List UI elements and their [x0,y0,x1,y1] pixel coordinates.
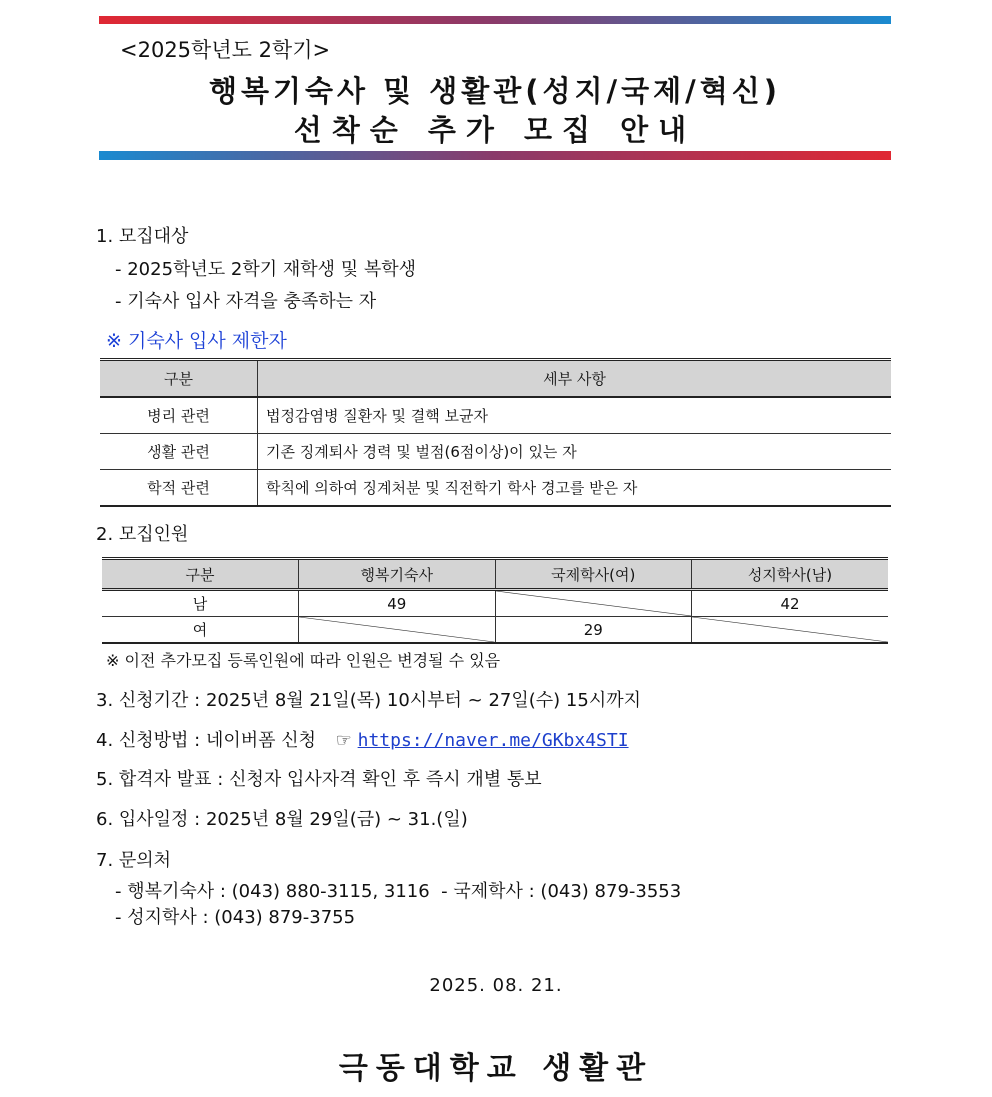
table-cell: 생활 관련 [100,434,258,470]
semester-subtitle: <2025학년도 2학기> [120,38,331,62]
table-header: 구분 [102,559,299,590]
section7-title: 7. 문의처 [96,850,172,871]
contact-line-1: - 행복기숙사 : (043) 880-3115, 3116 - 국제학사 : (043) 879-3553 [115,881,682,902]
pointing-hand-icon: ☞ [335,730,352,751]
table-header: 행복기숙사 [299,559,496,590]
table-header: 세부 사항 [258,360,892,398]
section3-period: 3. 신청기간 : 2025년 8월 21일(목) 10시부터 ~ 27일(수) 15시까지 [96,690,641,711]
table-cell: 남 [102,590,299,617]
section1-title: 1. 모집대상 [96,226,189,247]
section4-label: 4. 신청방법 : 네이버폼 신청 [96,730,317,751]
table-cell: 여 [102,617,299,644]
table-cell: 학적 관련 [100,470,258,507]
restriction-note: ※ 기숙사 입사 제한자 [106,330,287,352]
diagonal-line [496,591,692,616]
table-row [100,470,891,507]
table-cell: 49 [299,590,496,617]
table-row [100,434,891,470]
page-title-line2: 선착순 추가 모집 안내 [293,113,697,147]
table-cell: 29 [495,617,692,644]
table-cell: 법정감염병 질환자 및 결핵 보균자 [258,397,892,434]
section1-item-1: - 2025학년도 2학기 재학생 및 복학생 [115,259,417,280]
section2-title: 2. 모집인원 [96,524,189,545]
diagonal-empty-cell [299,617,496,644]
restriction-table [100,358,891,507]
table-row [102,590,888,617]
table-row [102,617,888,644]
recruitment-note: ※ 이전 추가모집 등록인원에 따라 인원은 변경될 수 있음 [106,651,501,670]
diagonal-line [299,617,495,642]
table-header-row [102,559,888,590]
application-form-link[interactable]: https://naver.me/GKbx4STI [357,730,629,751]
notice-date: 2025. 08. 21. [429,975,563,996]
issuer-name: 극동대학교 생활관 [338,1051,654,1086]
table-header: 국제학사(여) [495,559,692,590]
table-cell: 학칙에 의하여 징계처분 및 직전학기 학사 경고를 받은 자 [258,470,892,507]
table-cell: 기존 징계퇴사 경력 및 벌점(6점이상)이 있는 자 [258,434,892,470]
section1-item-2: - 기숙사 입사 자격을 충족하는 자 [115,291,377,312]
table-header-row [100,360,891,398]
table-cell: 병리 관련 [100,397,258,434]
recruitment-count-table [102,557,888,644]
section5-announcement: 5. 합격자 발표 : 신청자 입사자격 확인 후 즉시 개별 통보 [96,769,542,790]
section6-schedule: 6. 입사일정 : 2025년 8월 29일(금) ~ 31.(일) [96,809,468,830]
table-header: 구분 [100,360,258,398]
section4-method [96,726,629,752]
table-row [100,397,891,434]
diagonal-line [692,617,888,642]
contact-line-2: - 성지학사 : (043) 879-3755 [115,907,356,928]
header-top-bar [99,16,891,24]
table-header: 성지학사(남) [692,559,889,590]
page-title-line1: 행복기숙사 및 생활관(성지/국제/혁신) [208,74,782,108]
header-bottom-bar [99,151,891,160]
diagonal-empty-cell [692,617,889,644]
table-cell: 42 [692,590,889,617]
diagonal-empty-cell [495,590,692,617]
